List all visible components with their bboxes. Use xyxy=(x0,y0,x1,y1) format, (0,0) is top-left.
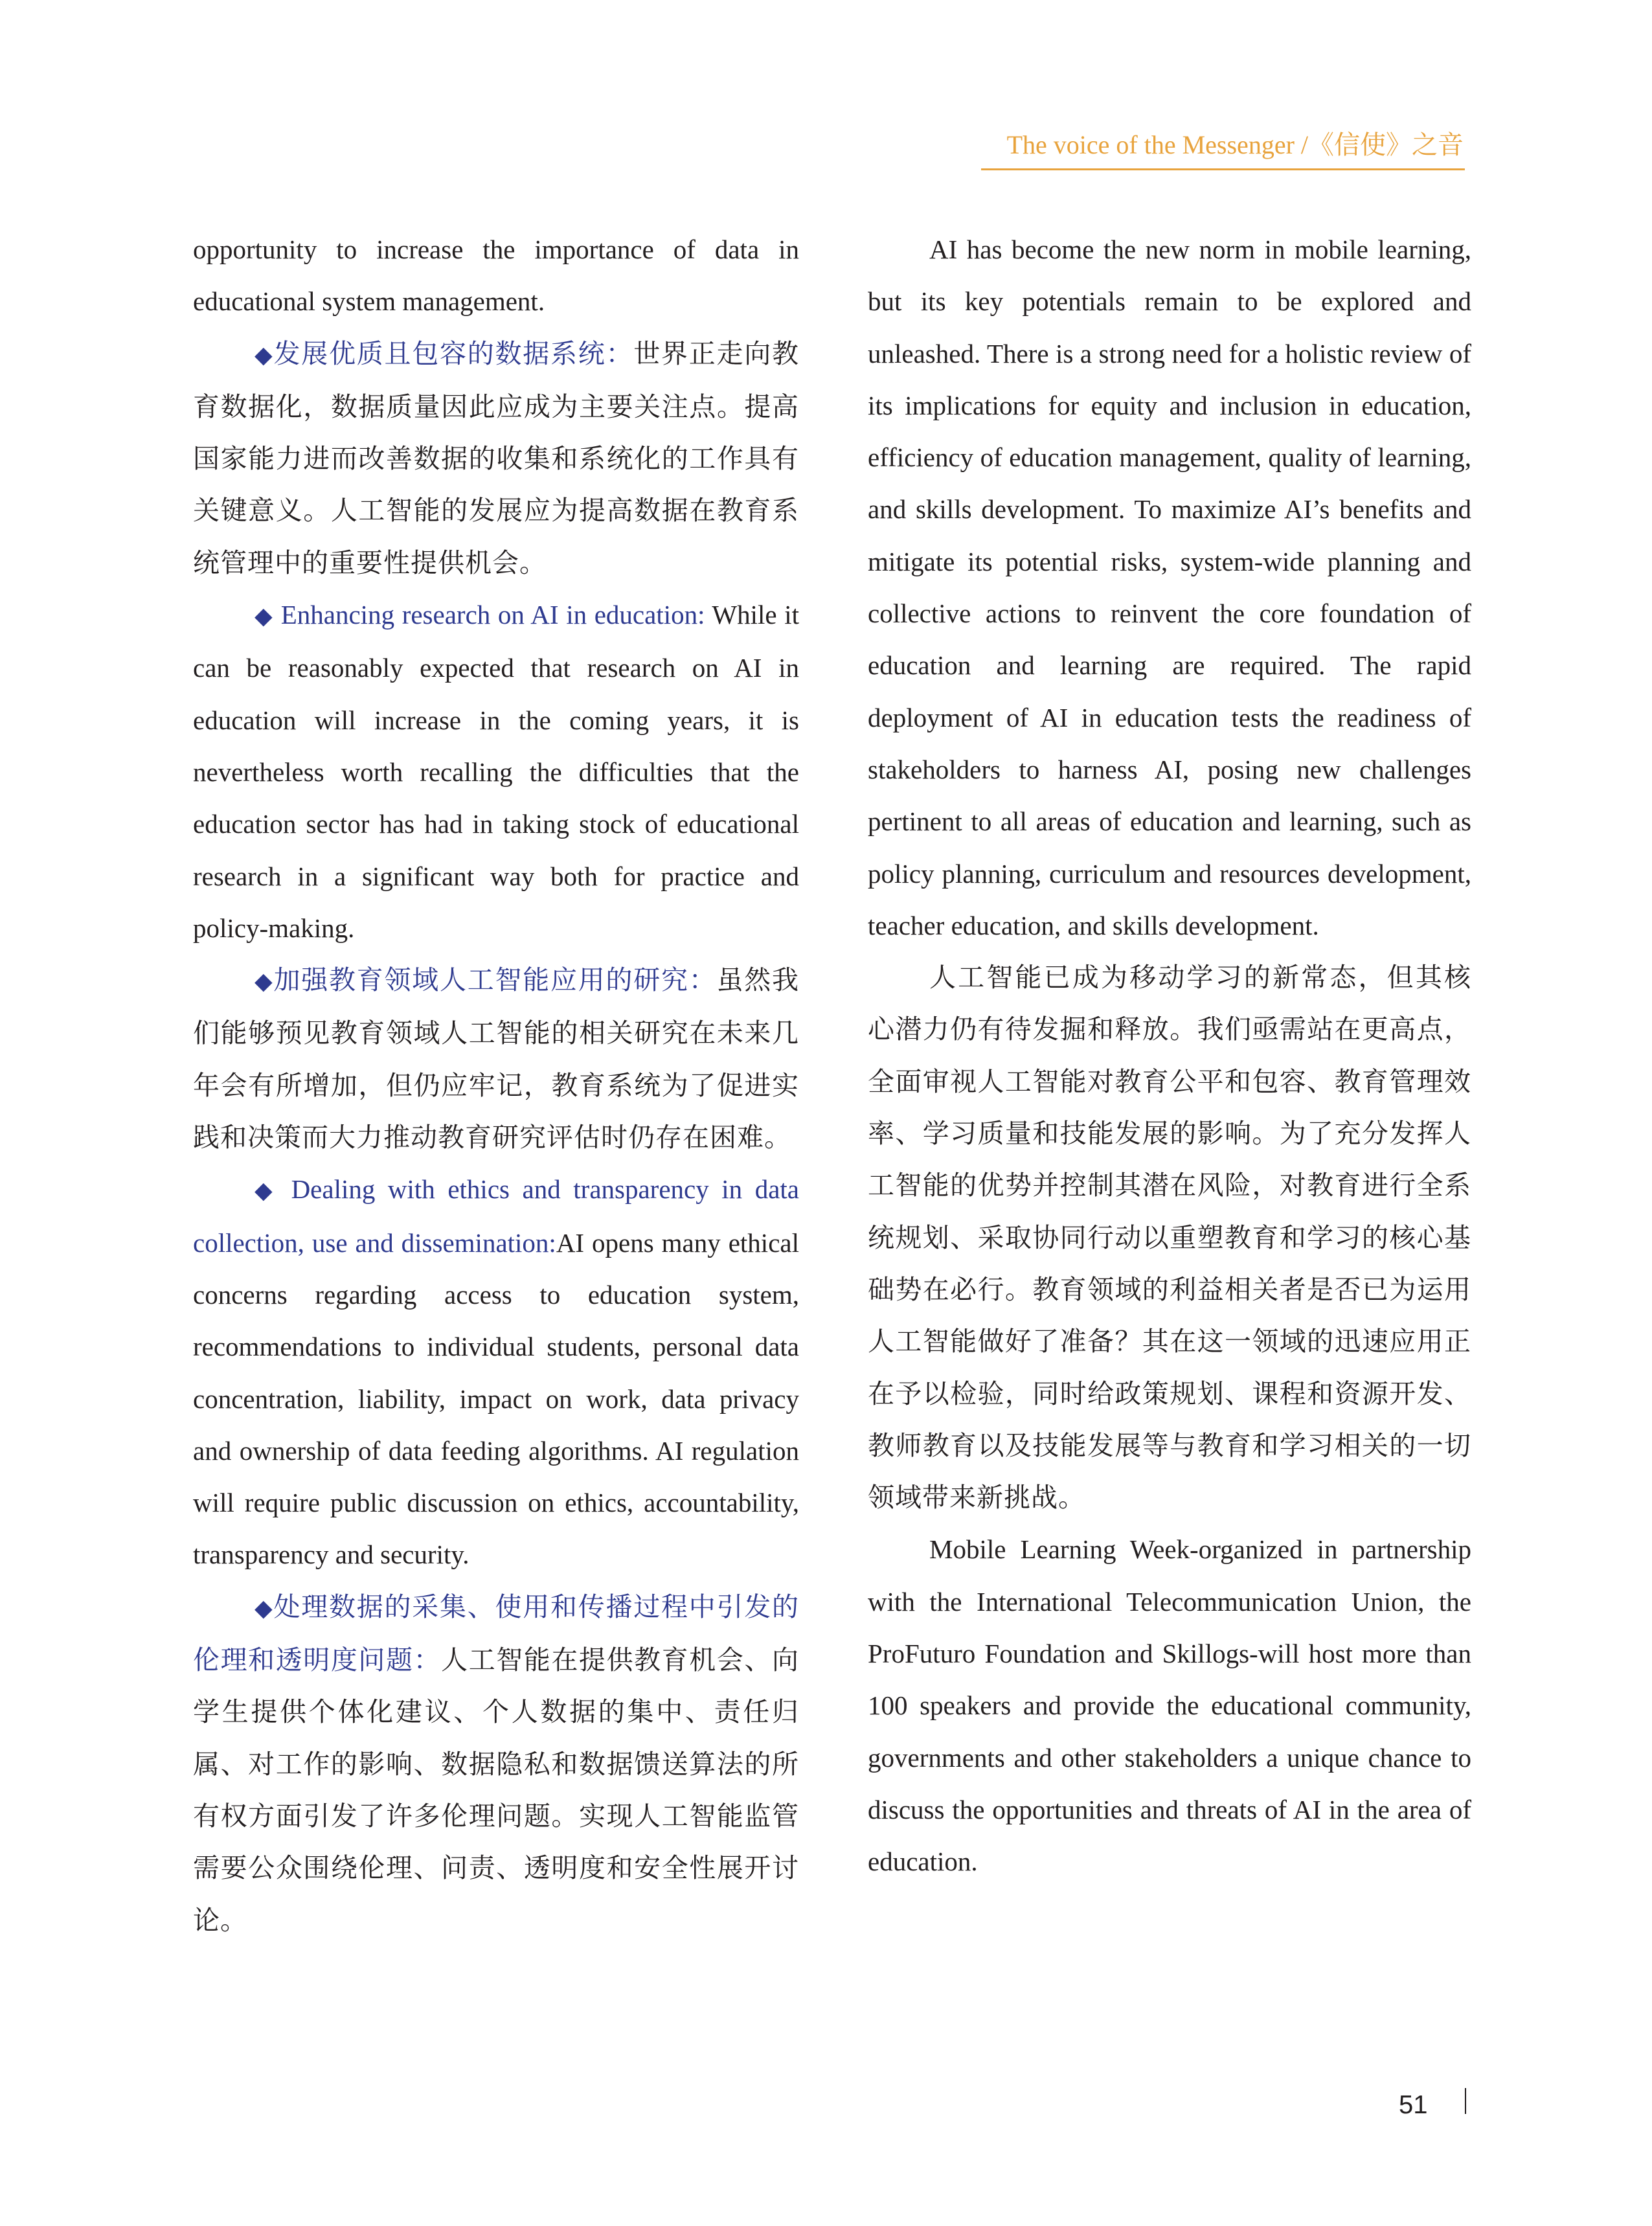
bullet-ethics-en xyxy=(193,1163,799,1580)
header-rule xyxy=(981,168,1465,170)
bullet-ethics-cn xyxy=(193,1581,799,1946)
bullet-heading: 加强教育领域人工智能应用的研究： xyxy=(273,965,717,995)
page-number: 51 xyxy=(1399,2091,1428,2119)
paragraph-continuation: opportunity to increase the importance of data in educational system management. xyxy=(193,234,799,317)
bullet-body: While it can be reasonably expected that research on AI in education will increase in the coming years, it is nevertheless worth recalling the difficulties that the education sector has had in taking stock of educational research in a significant way both for practice and policy-making. xyxy=(193,600,800,943)
bullet-body: AI opens many ethical concerns regarding access to education system, recommendations to individual students, personal data concentration, liability, impact on work, data privacy and ownership of data feeding algorithms. AI regulation will require public discussion on ethics, accountability, transparency and security. xyxy=(193,1227,799,1570)
running-header: The voice of the Messenger /《信使》之音 xyxy=(1006,130,1464,159)
diamond-bullet-icon: ◆ xyxy=(255,1177,278,1204)
bullet-research-cn xyxy=(193,954,799,1163)
paragraph-mobile-learning-week: Mobile Learning Week-organized in partnership with the International Telecommunication Union, the ProFuturo Foundation and Skillogs-will host more than 100 speakers and provide the educational community, governments and other stakeholders a unique chance to discuss the opportunities and threats of AI in the area of education. xyxy=(868,1534,1471,1877)
diamond-bullet-icon: ◆ xyxy=(255,1595,274,1621)
bullet-heading: Enhancing research on AI in education: xyxy=(280,600,705,630)
bullet-data-systems-cn xyxy=(193,328,799,589)
bullet-body: 虽然我们能够预见教育领域人工智能的相关研究在未来几年会有所增加，但仍应牢记，教育系统为了促进实践和决策而大力推动教育研究评估时仍存在困难。 xyxy=(193,965,800,1153)
paragraph-ai-new-norm: AI has become the new norm in mobile learning, but its key potentials remain to be explored and unleashed. There is a strong need for a holistic review of its implications for equity and inclusion in education, efficiency of education management, quality of learning, and skills development. To maximize AI’s benefits and mitigate its potential risks, system-wide planning and collective actions to reinvent the core foundation of education and learning are required. The rapid deployment of AI in education tests the readiness of stakeholders to harness AI, posing new challenges pertinent to all areas of education and learning, such as policy planning, curriculum and resources development, teacher education, and skills development. xyxy=(868,234,1471,940)
bullet-heading: Dealing with ethics and transparency in data collection, use and dissemination: xyxy=(193,1174,800,1258)
bullet-body: 人工智能在提供教育机会、向学生提供个体化建议、个人数据的集中、责任归属、对工作的影响、数据隐私和数据馈送算法的所有权方面引发了许多伦理问题。实现人工智能监管需要公众围绕伦理、问责、透明度和安全性展开讨论。 xyxy=(193,1645,800,1935)
bullet-heading: 发展优质且包容的数据系统： xyxy=(273,338,634,369)
paragraph-ai-new-norm-cn: 人工智能已成为移动学习的新常态，但其核心潜力仍有待发掘和释放。我们亟需站在更高点，全面审视人工智能对教育公平和包容、教育管理效率、学习质量和技能发展的影响。为了充分发挥人工智能的优势并控制其潜在风险，对教育进行全系统规划、采取协同行动以重塑教育和学习的核心基础势在必行。教育领域的利益相关者是否已为运用人工智能做好了准备？其在这一领域的迅速应用正在予以检验，同时给政策规划、课程和资源开发、教师教育以及技能发展等与教育和学习相关的一切领域带来新挑战。 xyxy=(868,962,1471,1513)
diamond-bullet-icon: ◆ xyxy=(255,341,274,368)
diamond-bullet-icon: ◆ xyxy=(255,603,274,630)
diamond-bullet-icon: ◆ xyxy=(255,968,274,995)
bullet-research-en xyxy=(193,589,799,954)
right-column xyxy=(868,223,1471,1888)
bullet-body: 世界正走向教育数据化，数据质量因此应成为主要关注点。提高国家能力进而改善数据的收集和系统化的工作具有关键意义。人工智能的发展应为提高数据在教育系统管理中的重要性提供机会。 xyxy=(193,338,800,578)
bullet-heading: 处理数据的采集、使用和传播过程中引发的伦理和透明度问题： xyxy=(193,1591,800,1675)
left-column xyxy=(193,223,799,1946)
page-number-rule xyxy=(1465,2088,1466,2114)
